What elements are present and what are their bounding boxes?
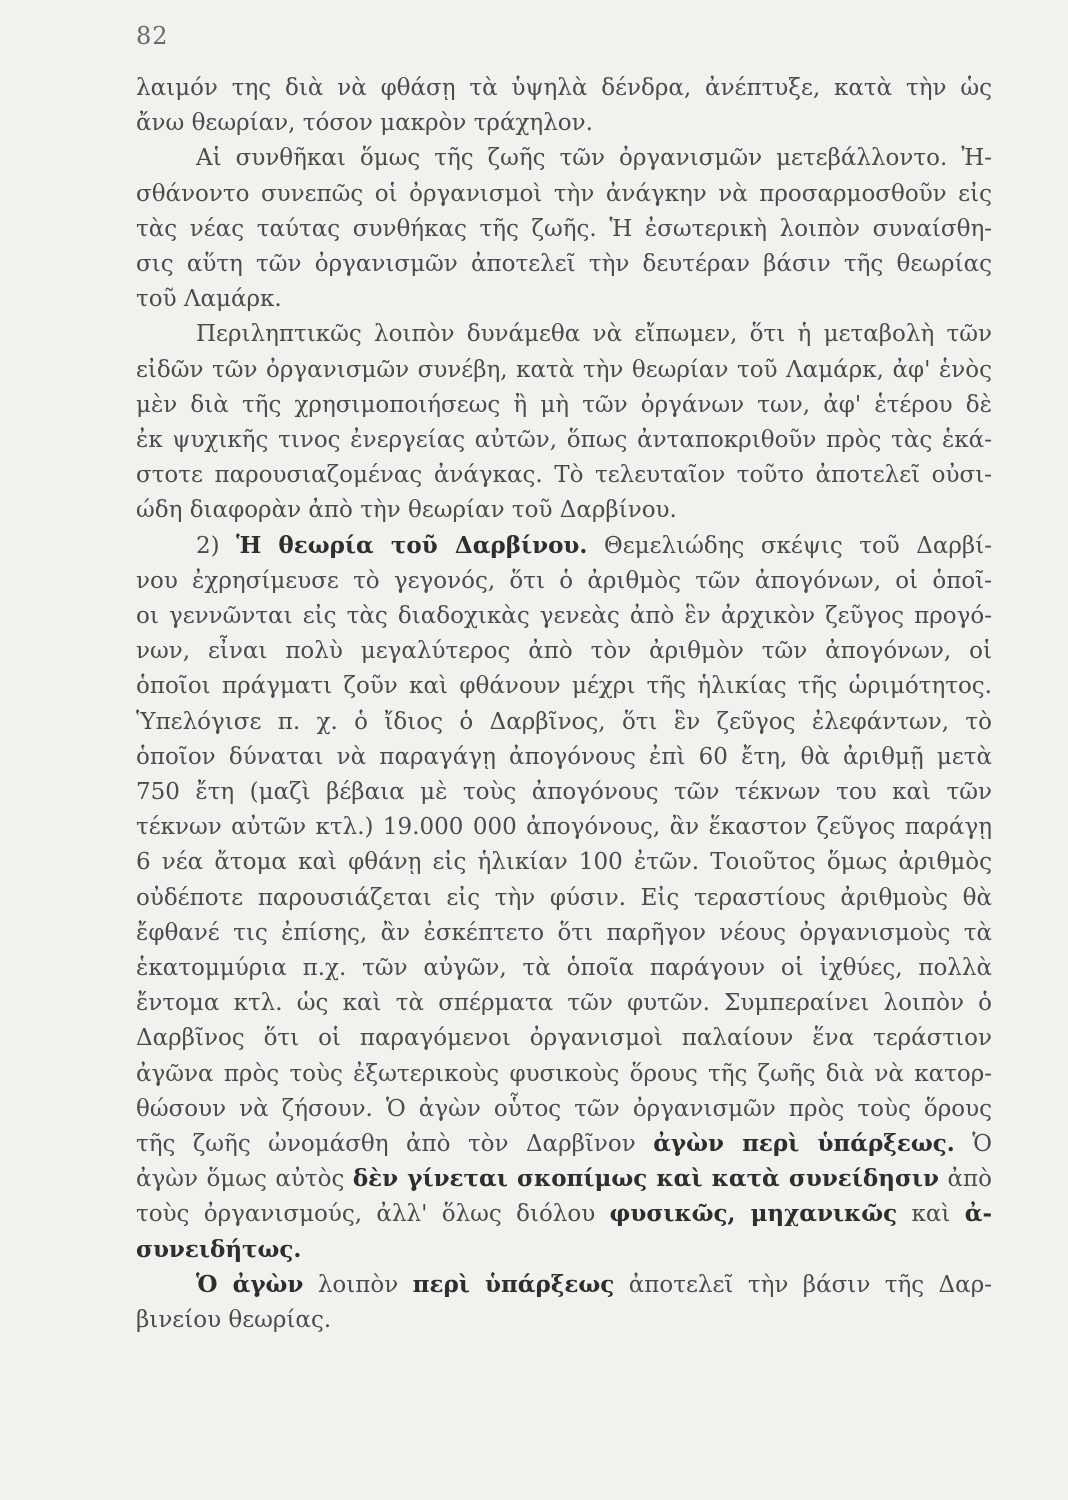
text-segment: Θεμελιώδης σκέψις τοῦ Δαρβί- [587, 532, 992, 559]
text-line [136, 1020, 992, 1056]
text-segment: σθάνοντο συνεπῶς οἱ ὀργανισμοὶ τὴν ἀνάγκην νὰ προσαρμοσθοῦν εἰς [136, 180, 992, 207]
text-line [136, 176, 992, 212]
text-line [136, 1232, 992, 1268]
text-segment: σις αὕτη τῶν ὀργανισμῶν ἀποτελεῖ τὴν δευτέραν βάσιν τῆς θεωρίας [136, 251, 992, 277]
text-segment: τέκνων αὐτῶν κτλ.) 19.000 000 ἀπογόνους, ἂν ἕκαστον ζεῦγος παράγῃ [136, 814, 992, 841]
page-number: 82 [136, 22, 169, 50]
text-line [196, 528, 992, 564]
bold-text-segment: δὲν γίνεται σκοπίμως καὶ κατὰ συνείδησιν [352, 1165, 940, 1193]
text-segment: Δαρβῖνος ὅτι οἱ παραγόμενοι ὀργανισμοὶ παλαίουν ἕνα τεράστιον [136, 1025, 992, 1052]
text-line [136, 844, 992, 880]
text-line [136, 880, 992, 916]
text-segment: Αἱ συνθῆκαι ὅμως τῆς ζωῆς τῶν ὀργανισμῶν μετεβάλλοντο. Ἠ- [196, 145, 992, 172]
text-line [136, 563, 992, 599]
bold-text-segment: φυσικῶς, μηχανικῶς [609, 1200, 898, 1228]
text-segment: βινείου θεωρίας. [136, 1307, 332, 1333]
text-line [136, 809, 992, 845]
text-line [136, 950, 992, 986]
text-segment: ἄνω θεωρίαν, τόσον μακρὸν τράχηλον. [136, 110, 593, 137]
text-segment: ἑκατομμύρια π.χ. τῶν αὐγῶν, τὰ ὁποῖα παράγουν οἱ ἰχθύες, πολλὰ [136, 955, 992, 981]
text-line [136, 915, 992, 951]
text-line [136, 668, 992, 704]
text-line [136, 1196, 992, 1232]
text-line [136, 422, 992, 458]
text-line [136, 739, 992, 775]
text-segment: νων, εἶναι πολὺ μεγαλύτερος ἀπὸ τὸν ἀριθμὸν τῶν ἀπογόνων, οἱ [136, 638, 992, 665]
text-segment: ὁποῖον δύναται νὰ παραγάγῃ ἀπογόνους ἐπὶ 60 ἔτη, θὰ ἀριθμῇ μετὰ [136, 743, 992, 770]
text-line [136, 492, 992, 528]
bold-text-segment: Ὁ ἀγὼν [196, 1270, 304, 1298]
text-line [136, 352, 992, 388]
text-segment: ἀπὸ [939, 1166, 992, 1193]
text-segment: Ὁ [954, 1131, 992, 1157]
text-segment: ἀγὼν ὅμως αὐτὸς [136, 1166, 353, 1193]
text-segment: ώδη διαφορὰν ἀπὸ τὴν θεωρίαν τοῦ Δαρβίνου. [136, 497, 677, 524]
text-segment: στοτε παρουσιαζομένας ἀνάγκας. Τὸ τελευταῖον τοῦτο ἀποτελεῖ οὐσι- [136, 462, 992, 489]
text-line [136, 633, 992, 669]
bold-text-segment: ἀ- [964, 1200, 992, 1228]
text-segment: τῆς ζωῆς ὠνομάσθη ἀπὸ τὸν Δαρβῖνον [136, 1131, 654, 1157]
text-segment: τοῦ Λαμάρκ. [136, 286, 282, 313]
text-segment: τὰς νέας ταύτας συνθήκας τῆς ζωῆς. Ἡ ἐσωτερικὴ λοιπὸν συναίσθη- [136, 215, 992, 242]
text-line [196, 316, 992, 352]
text-segment: ὁποῖοι πράγματι ζοῦν καὶ φθάνουν μέχρι τῆς ἡλικίας τῆς ὡριμότητος. [136, 673, 992, 700]
text-line [136, 387, 992, 423]
text-segment: Περιληπτικῶς λοιπὸν δυνάμεθα νὰ εἴπωμεν, ὅτι ἡ μεταβολὴ τῶν [196, 321, 992, 348]
text-line [136, 1126, 992, 1162]
text-line [136, 704, 992, 740]
text-line [136, 281, 992, 317]
text-line [136, 1302, 992, 1338]
text-segment: 750 ἔτη (μαζὶ βέβαια μὲ τοὺς ἀπογόνους τῶν τέκνων του καὶ τῶν [136, 779, 992, 805]
text-line [136, 70, 992, 106]
text-segment: καὶ [897, 1201, 965, 1228]
text-segment: οὐδέποτε παρουσιάζεται εἰς τὴν φύσιν. Εἰς τεραστίους ἀριθμοὺς θὰ [136, 884, 992, 911]
text-segment: λοιπὸν [303, 1271, 413, 1298]
text-segment: ἐκ ψυχικῆς τινος ἐνεργείας αὐτῶν, ὅπως ἀνταποκριθοῦν πρὸς τὰς ἑκά- [136, 427, 992, 453]
text-line [136, 774, 992, 810]
text-line [136, 105, 992, 141]
text-line [136, 211, 992, 247]
text-line [136, 1056, 992, 1092]
text-segment: 2) [196, 532, 237, 559]
text-line [136, 246, 992, 282]
text-segment: θώσουν νὰ ζήσουν. Ὁ ἀγὼν οὗτος τῶν ὀργανισμῶν πρὸς τοὺς ὅρους [136, 1095, 992, 1122]
text-line [196, 1267, 992, 1303]
text-segment: ἔφθανέ τις ἐπίσης, ἂν ἐσκέπτετο ὅτι παρῆγον νέους ὀργανισμοὺς τὰ [136, 919, 992, 946]
text-segment: οι γεννῶνται εἰς τὰς διαδοχικὰς γενεὰς ἀπὸ ἓν ἀρχικὸν ζεῦγος προγό- [136, 603, 992, 629]
text-segment: τοὺς ὀργανισμούς, ἀλλ' ὅλως διόλου [136, 1201, 610, 1228]
bold-text-segment: ἀγὼν περὶ ὑπάρξεως. [653, 1130, 955, 1157]
bold-text-segment: περὶ ὑπάρξεως [412, 1270, 615, 1298]
text-segment: εἰδῶν τῶν ὀργανισμῶν συνέβη, κατὰ τὴν θεωρίαν τοῦ Λαμάρκ, ἀφ' ἑνὸς [136, 356, 992, 383]
text-segment: νου ἐχρησίμευσε τὸ γεγονός, ὅτι ὁ ἀριθμὸς τῶν ἀπογόνων, οἱ ὁποῖ- [136, 567, 992, 594]
text-segment: λαιμόν της διὰ νὰ φθάσῃ τὰ ὑψηλὰ δένδρα, ἀνέπτυξε, κατὰ τὴν ὡς [136, 75, 992, 101]
text-segment: ἀποτελεῖ τὴν βάσιν τῆς Δαρ- [614, 1271, 992, 1298]
text-line [136, 1091, 992, 1127]
text-segment: Ὑπελόγισε π. χ. ὁ ἴδιος ὁ Δαρβῖνος, ὅτι ἓν ζεῦγος ἐλεφάντων, τὸ [136, 708, 992, 735]
text-line [136, 598, 992, 634]
text-line [136, 985, 992, 1021]
bold-text-segment: Ἡ θεωρία τοῦ Δαρβίνου. [236, 531, 588, 559]
text-line [136, 1161, 992, 1197]
text-segment: 6 νέα ἄτομα καὶ φθάνῃ εἰς ἡλικίαν 100 ἐτῶν. Τοιοῦτος ὅμως ἀριθμὸς [136, 849, 992, 876]
text-line [136, 457, 992, 493]
text-segment: ἀγῶνα πρὸς τοὺς ἐξωτερικοὺς φυσικοὺς ὅρους τῆς ζωῆς διὰ νὰ κατορ- [136, 1060, 992, 1087]
text-segment: μὲν διὰ τῆς χρησιμοποιήσεως ἢ μὴ τῶν ὀργάνων των, ἀφ' ἑτέρου δὲ [136, 391, 992, 418]
text-segment: ἔντομα κτλ. ὡς καὶ τὰ σπέρματα τῶν φυτῶν. Συμπεραίνει λοιπὸν ὁ [136, 990, 992, 1017]
text-line [196, 140, 992, 176]
bold-text-segment: συνειδήτως. [136, 1235, 302, 1263]
